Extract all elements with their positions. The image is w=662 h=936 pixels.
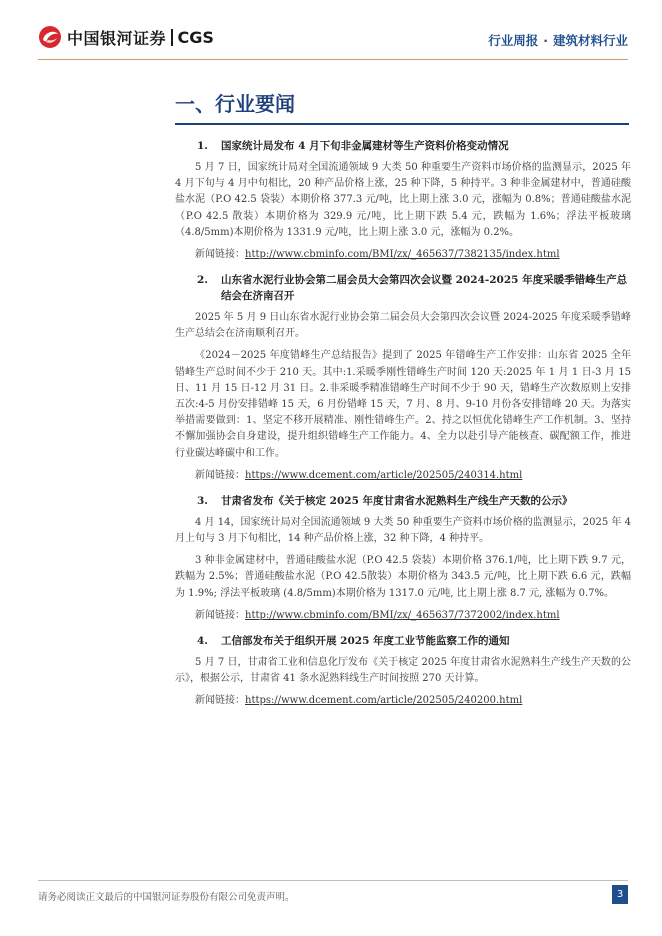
news-item-number: 3. bbox=[197, 494, 208, 507]
news-paragraph: 3 种非金属建材中，普通硅酸盐水泥（P.O 42.5 袋装）本期价格 376.1/吨，比上期下跌 9.7 元，跌幅为 2.5%；普通硅酸盐水泥（P.O 42.5散装）本期价格为 343.5 元/吨，比上期下跌 6.6 元，跌幅为 1.9%; 浮法平板玻璃 (4.8/5mm)本期价格为 1317.0 元/吨, 比上期上涨 8.7 元, 涨幅为 0.7%。 bbox=[175, 555, 631, 599]
news-paragraph: 5 月 7 日，甘肃省工业和信息化厅发布《关于核定 2025 年度甘肃省水泥熟料生产线生产天数的公示》，根据公示，甘肃省 41 条水泥熟料线生产时间按照 270 天计算。 bbox=[175, 656, 631, 685]
news-item-title bbox=[175, 633, 631, 649]
news-link-label: 新闻链接： bbox=[195, 469, 245, 481]
footer-rule bbox=[38, 880, 628, 881]
news-item-number: 1. bbox=[197, 140, 208, 152]
industry-name: 建筑材料行业 bbox=[552, 33, 628, 48]
news-link-line bbox=[175, 608, 631, 624]
news-item-title bbox=[175, 272, 631, 304]
logo-divider bbox=[171, 29, 173, 46]
news-link-line bbox=[175, 693, 631, 709]
header-separator: · bbox=[543, 33, 548, 48]
news-link-line bbox=[175, 468, 631, 484]
section-title: 一、行业要闻 bbox=[175, 92, 295, 116]
news-item-heading: 山东省水泥行业协会第二届会员大会第四次会议暨 2024-2025 年度采暖季错峰生产总结会在济南召开 bbox=[221, 274, 628, 303]
news-link-label: 新闻链接： bbox=[195, 695, 245, 707]
page-number: 3 bbox=[612, 885, 628, 904]
news-content bbox=[175, 132, 631, 709]
news-item-heading: 国家统计局发布 4 月下旬非金属建材等生产资料价格变动情况 bbox=[221, 140, 509, 152]
news-paragraph: 《2024－2025 年度错峰生产总结报告》提到了 2025 年错峰生产工作安排：山东省 2025 全年错峰生产总时间不少于 210 天。其中:1.采暖季刚性错峰生产时间 120 天:2025 年 1 月 1 日-3 月 15 日、11 月 15 日-12 月 31 日。2.非采暖季精准错峰生产时间不少于 90 天，错峰生产次数原则上安排五次:4-5 月份安排错峰 15 天，6 月份错峰 15 天，7 月、8 月、9-10 月份各安排错峰 20 天。为落实举措需要做到：1、坚定不移开展精准、刚性错峰生产。2、持之以恒优化错峰生产工作机制。3、坚持不懈加强协会自身建设，提升组织错峰生产工作能力。4、全力以赴引导产能核查、碳配额工作，推进行业碳达峰碳中和工作。 bbox=[175, 350, 631, 459]
cgs-logo bbox=[38, 24, 214, 50]
news-link[interactable]: http://www.cbminfo.com/BMI/zx/_465637/7372002/index.html bbox=[245, 609, 560, 621]
header-rule bbox=[38, 59, 628, 60]
section-rule bbox=[175, 123, 629, 125]
news-item-heading: 甘肃省发布《关于核定 2025 年度甘肃省水泥熟料生产线生产天数的公示》 bbox=[221, 494, 573, 507]
news-paragraph: 4 月 14，国家统计局对全国流通领域 9 大类 50 种重要生产资料市场价格的监测显示，2025 年 4 月上旬与 3 月下旬相比，14 种产品价格上涨，32 种下降，4 种持平。 bbox=[175, 516, 631, 545]
news-link[interactable]: https://www.dcement.com/article/202505/240200.html bbox=[245, 695, 523, 707]
logo-chinese-text: 中国银河证券 bbox=[67, 28, 167, 48]
report-category bbox=[488, 31, 628, 49]
news-item-number: 2. bbox=[197, 274, 208, 287]
news-item-title bbox=[175, 138, 631, 154]
news-item-number: 4. bbox=[197, 634, 208, 647]
news-link-label: 新闻链接： bbox=[195, 609, 245, 621]
report-type: 行业周报 bbox=[488, 33, 539, 48]
news-paragraph: 2025 年 5 月 9 日山东省水泥行业协会第二届会员大会第四次会议暨 2024-2025 年度采暖季错峰生产总结会在济南顺利召开。 bbox=[175, 312, 631, 340]
news-item-heading: 工信部发布关于组织开展 2025 年度工业节能监察工作的通知 bbox=[221, 634, 510, 647]
news-link-line bbox=[175, 247, 631, 263]
logo-english-text: CGS bbox=[177, 27, 214, 47]
cgs-logo-icon bbox=[38, 25, 62, 49]
news-link[interactable]: http://www.cbminfo.com/BMI/zx/_465637/7382135/index.html bbox=[245, 249, 560, 261]
news-item-title bbox=[175, 493, 631, 509]
news-link[interactable]: https://www.dcement.com/article/202505/240314.html bbox=[245, 469, 523, 481]
page-header bbox=[0, 0, 662, 62]
news-link-label: 新闻链接： bbox=[195, 249, 245, 261]
footer-disclaimer: 请务必阅读正文最后的中国银河证券股份有限公司免责声明。 bbox=[38, 892, 295, 903]
news-paragraph: 5 月 7 日，国家统计局对全国流通领域 9 大类 50 种重要生产资料市场价格的监测显示，2025 年 4 月下旬与 4 月中旬相比，20 种产品价格上涨，25 种下降，5 种持平。3 种非金属建材中，普通硅酸盐水泥（P.O 42.5 袋装）本期价格 377.3 元/吨，比上期上涨 3.0 元，涨幅为 0.8%；普通硅酸盐水泥（P.O 42.5 散装）本期价格为 329.9 元/吨，比上期下跌 5.4 元，跌幅为 1.6%；浮法平板玻璃（4.8/5mm)本期价格为 1331.9 元/吨，比上期上涨 3.0 元，涨幅为 0.2%。 bbox=[175, 162, 631, 238]
